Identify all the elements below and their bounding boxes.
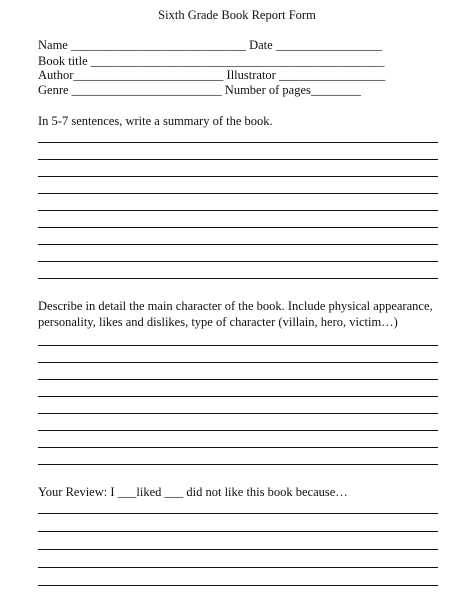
summary-prompt: In 5-7 sentences, write a summary of the book. bbox=[38, 114, 273, 128]
writing-line[interactable] bbox=[38, 210, 438, 211]
writing-line[interactable] bbox=[38, 430, 438, 431]
form-title: Sixth Grade Book Report Form bbox=[158, 8, 316, 22]
writing-line[interactable] bbox=[38, 142, 438, 143]
review-prompt: Your Review: I ___liked ___ did not like this book because… bbox=[38, 485, 348, 499]
character-prompt: Describe in detail the main character of the book. Include physical appearance, personality, likes and dislikes, type of character (villain, hero, victim…) bbox=[38, 299, 433, 329]
writing-line[interactable] bbox=[38, 193, 438, 194]
writing-line[interactable] bbox=[38, 567, 438, 568]
writing-line[interactable] bbox=[38, 345, 438, 346]
genre-pages-field[interactable]: Genre ________________________ Number of pages________ bbox=[38, 83, 361, 97]
author-illustrator-field[interactable]: Author________________________ Illustrator _________________ bbox=[38, 68, 386, 82]
writing-line[interactable] bbox=[38, 513, 438, 514]
writing-line[interactable] bbox=[38, 278, 438, 279]
writing-line[interactable] bbox=[38, 447, 438, 448]
writing-line[interactable] bbox=[38, 464, 438, 465]
writing-line[interactable] bbox=[38, 261, 438, 262]
writing-line[interactable] bbox=[38, 549, 438, 550]
writing-line[interactable] bbox=[38, 531, 438, 532]
writing-line[interactable] bbox=[38, 362, 438, 363]
writing-line[interactable] bbox=[38, 585, 438, 586]
writing-line[interactable] bbox=[38, 379, 438, 380]
writing-line[interactable] bbox=[38, 176, 438, 177]
writing-line[interactable] bbox=[38, 413, 438, 414]
writing-line[interactable] bbox=[38, 396, 438, 397]
name-date-field[interactable]: Name ____________________________ Date _________________ bbox=[38, 38, 383, 52]
book-title-field[interactable]: Book title _______________________________________________ bbox=[38, 54, 385, 68]
writing-line[interactable] bbox=[38, 159, 438, 160]
writing-line[interactable] bbox=[38, 227, 438, 228]
writing-line[interactable] bbox=[38, 244, 438, 245]
